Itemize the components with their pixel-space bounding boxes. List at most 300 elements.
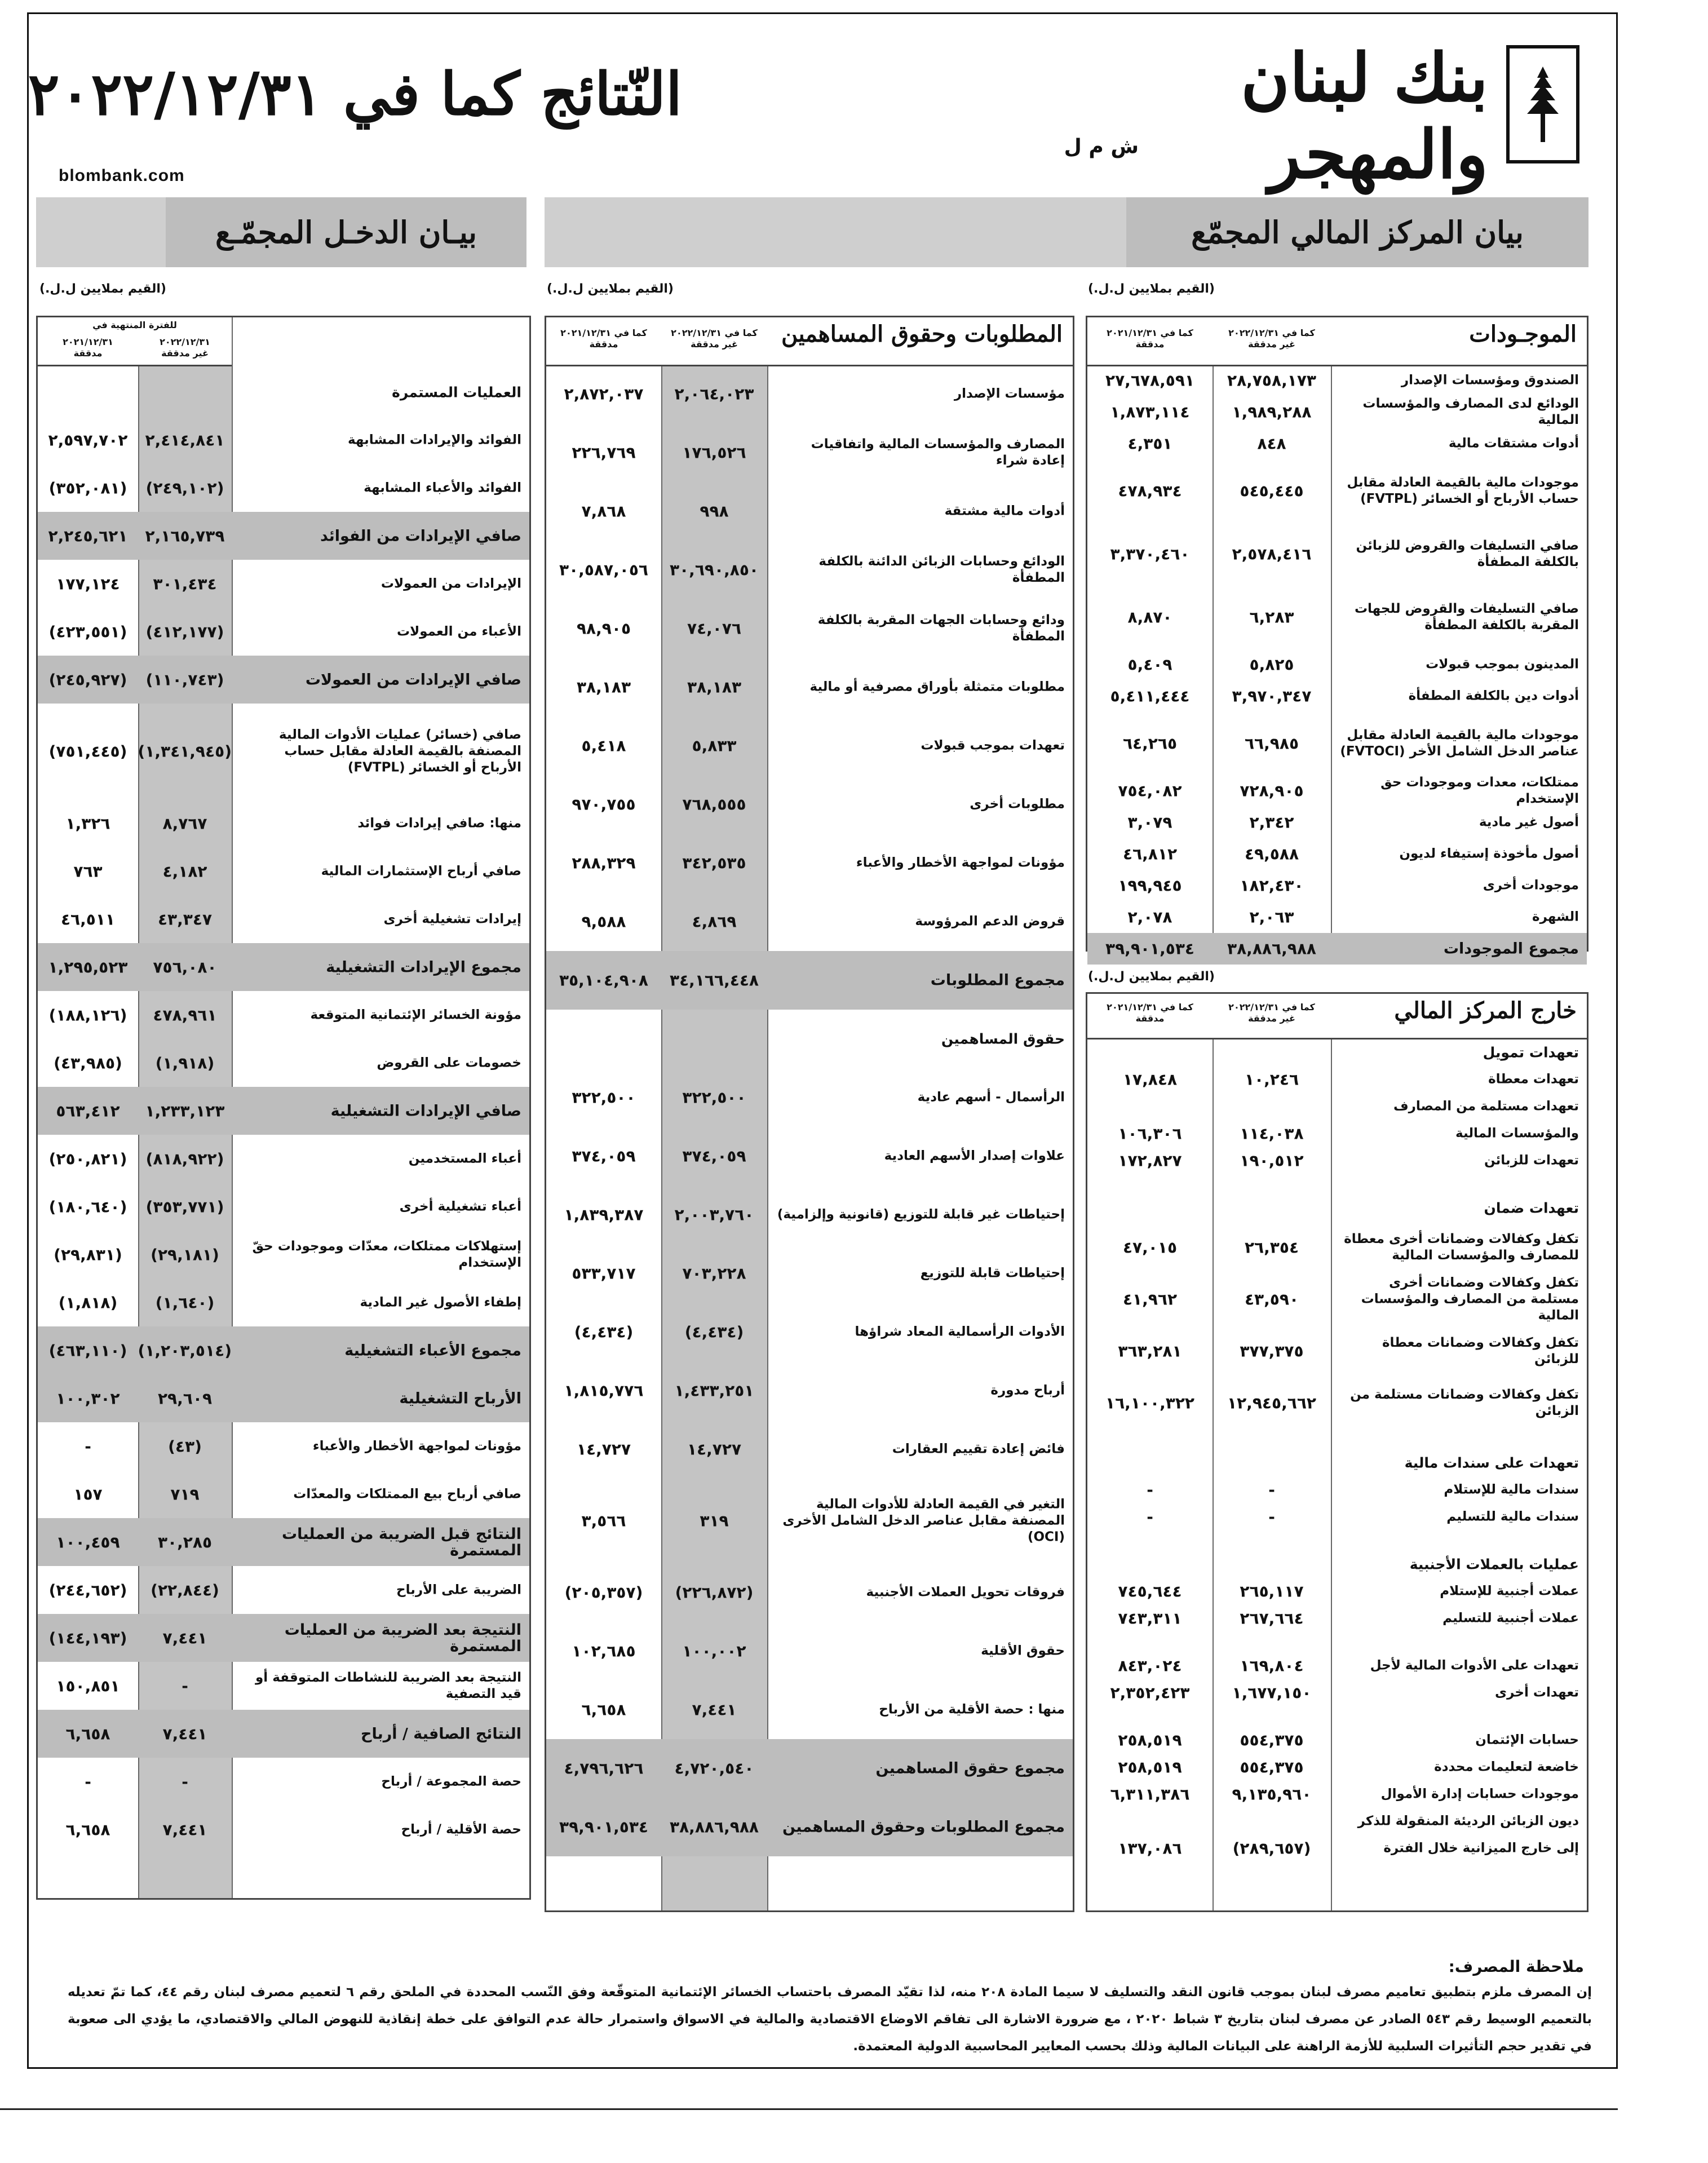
table-row (1087, 680, 1587, 712)
row-label: أعباء المستخدمين (408, 1151, 521, 1166)
row-label: مطلوبات أخرى (970, 797, 1065, 812)
table-row (546, 365, 1073, 423)
value-2022: ٧,٤٤١ (162, 1629, 207, 1647)
row-label: أدوات مالية مشتقة (944, 503, 1065, 519)
row-label: الإيرادات من العمولات (380, 576, 521, 591)
table-row (1087, 1195, 1587, 1222)
table-row (1087, 838, 1587, 870)
income-statement-table (36, 316, 531, 1900)
col-2021-status: مدققة (73, 348, 103, 359)
total-row (38, 1614, 529, 1662)
value-2022: (٢٨٩,٦٥٧) (1232, 1839, 1311, 1858)
row-label: الشهرة (1532, 909, 1579, 925)
value-2022: - (1268, 1507, 1275, 1527)
row-label: منها : حصة الأقلية من الأرباح (879, 1702, 1065, 1717)
row-label: أصول مأخوذة إستيفاء لديون (1399, 846, 1579, 861)
value-2022: ٧١٩ (170, 1485, 200, 1503)
value-2022: ١,٦٧٧,١٥٠ (1232, 1683, 1312, 1702)
row-label: الصندوق ومؤسسات الإصدار (1401, 373, 1579, 388)
total-row (38, 1326, 529, 1374)
bank-name (1139, 39, 1488, 193)
value-2022: ٨٤٨ (1257, 434, 1286, 453)
row-label: أصول غير مادية (1479, 815, 1579, 830)
row-label: سندات مالية للإستلام (1444, 1482, 1579, 1497)
value-2022: ٩,١٣٥,٩٦٠ (1232, 1785, 1312, 1804)
col-2022-date: كما في ٢٠٢٢/١٢/٣١ (1228, 1002, 1315, 1012)
value-2021: ٢٨٨,٣٢٩ (572, 853, 636, 873)
value-2022: ١,٢٣٣,١٢٣ (145, 1102, 225, 1120)
income-column-header (38, 317, 232, 366)
value-2021: ٦,٦٥٨ (65, 1724, 110, 1743)
row-label: تعهدات على الأدوات المالية لأجل (1370, 1658, 1579, 1673)
value-2021: ٨٤٣,٠٢٤ (1118, 1656, 1182, 1675)
value-2022: ١,٤٣٣,٢٥١ (674, 1381, 754, 1400)
table-row (1087, 1377, 1587, 1429)
row-label: النتيجة بعد الضريبة من العمليات المستمرة (284, 1621, 521, 1655)
cedar-tree-icon (1520, 62, 1565, 147)
value-2021: ١٤,٧٢٧ (576, 1440, 631, 1459)
row-label: أعباء تشغيلية أخرى (399, 1199, 521, 1214)
value-2021: ١,٢٩٥,٥٢٣ (48, 958, 128, 976)
value-2022: ٤٩,٥٨٨ (1244, 844, 1299, 864)
website-link[interactable]: blombank.com (59, 166, 185, 185)
table-row (38, 1183, 529, 1231)
value-2021: ٣٢٢,٥٠٠ (572, 1088, 636, 1107)
row-label: الرأسمال - أسهم عادية (917, 1090, 1065, 1105)
row-label: منها: صافي إيرادات فوائد (357, 816, 521, 830)
table-row (546, 599, 1073, 658)
row-label: النتائج قبل الضريبة من العمليات المستمرة (282, 1525, 521, 1559)
value-2022: ٣١٩ (700, 1511, 729, 1531)
assets-header (1087, 317, 1587, 366)
row-label: صافي التسليفات والقروض للجهات المقربة بالكلفة المطفأة (1354, 601, 1579, 632)
col-2022-header (1213, 328, 1331, 350)
value-2021: ٧٦٣ (73, 862, 103, 881)
row-label: عملات أجنبية للتسليم (1442, 1611, 1579, 1626)
table-row (546, 1127, 1073, 1186)
total-row (38, 656, 529, 704)
table-row (38, 560, 529, 608)
row-label: مجموع الأعباء التشغيلية (344, 1342, 521, 1359)
value-2021: ٧,٨٦٨ (581, 502, 626, 521)
value-2022: ٢,٠٠٣,٧٦٠ (674, 1205, 754, 1224)
col-2022-date: كما في ٢٠٢٢/١٢/٣١ (1228, 328, 1315, 338)
col-2021-status: مدققة (1135, 339, 1165, 350)
table-row (1087, 1551, 1587, 1578)
value-2022: ٢,٥٧٨,٤١٦ (1232, 545, 1312, 564)
value-2022: ١٧٦,٥٢٦ (682, 443, 746, 462)
total-row (546, 1798, 1073, 1856)
table-row (1087, 649, 1587, 680)
table-row (38, 847, 529, 895)
row-label: تعهدات ضمان (1484, 1200, 1579, 1217)
row-label: تعهدات مستلمة من المصارف (1393, 1099, 1579, 1114)
row-label: مجموع الإيرادات التشغيلية (326, 958, 521, 976)
value-2021: ٤,٣٥١ (1127, 434, 1172, 453)
table-row (1087, 1808, 1587, 1835)
row-label: موجودات أخرى (1483, 878, 1579, 893)
col-2021-status: مدققة (589, 339, 618, 350)
value-2022: ٤٧٨,٩٦١ (153, 1006, 217, 1024)
row-label: سندات مالية للتسليم (1446, 1509, 1579, 1524)
row-label: تكفل وكفالات وضمانات أخرى معطاة للمصارف والمؤسسات المالية (1344, 1232, 1579, 1263)
value-2021: ٤٦,٨١٢ (1122, 844, 1178, 864)
row-label: فائض إعادة تقييم العقارات (892, 1441, 1065, 1457)
value-2022: ١,٩٨٩,٢٨٨ (1232, 402, 1312, 422)
value-2021: ٦,٦٥٨ (65, 1820, 110, 1839)
col-2022-date: ٢٠٢٢/١٢/٣١ (160, 337, 210, 347)
value-2021: (٢٩,٨٣١) (54, 1245, 122, 1264)
value-2022: ٨,٧٦٧ (162, 814, 207, 833)
row-label: مؤونات لمواجهة الأخطار والأعباء (856, 855, 1065, 870)
total-row (546, 951, 1073, 1010)
value-2021: ٣٥,١٠٤,٩٠٨ (559, 971, 648, 990)
value-2022: ٢,٠٦٣ (1249, 908, 1294, 927)
table-row (1087, 775, 1587, 807)
value-2021: ٣٠,٥٨٧,٠٥٦ (559, 560, 648, 580)
table-row (38, 991, 529, 1039)
value-2021: ٩٨,٩٠٥ (576, 619, 631, 638)
col-2021-header (1087, 328, 1213, 350)
col-2022-header (1213, 1002, 1331, 1024)
row-label: تكفل وكفالات وضمانات معطاة للزبائن (1382, 1335, 1579, 1366)
offbalance-header (1087, 994, 1587, 1040)
table-row (38, 416, 529, 464)
liabilities-equity-table (545, 316, 1074, 1912)
table-row (38, 1470, 529, 1518)
value-2021: ٤,٧٩٦,٦٢٦ (564, 1759, 644, 1778)
value-2021: (١٨٨,١٢٦) (48, 1006, 127, 1024)
value-2022: ٣٤,١٦٦,٤٤٨ (670, 971, 759, 990)
value-2022: (١,٩١٨) (155, 1054, 215, 1072)
row-label: حصة الأقلية / أرباح (401, 1822, 521, 1837)
row-label: تعهدات تمويل (1483, 1044, 1579, 1061)
row-label: صافي الإيرادات من الفوائد (320, 527, 521, 545)
value-2022: ٦٦,٩٨٥ (1244, 734, 1299, 753)
table-row (1087, 1578, 1587, 1605)
table-row (38, 1806, 529, 1854)
bank-note-title: ملاحظة المصرف: (1448, 1957, 1584, 1976)
value-2021: ٤٧٨,٩٣٤ (1118, 481, 1182, 501)
value-2022: ٣٠,٦٩٠,٨٥٠ (670, 560, 759, 580)
row-label: موجودات مالية بالقيمة العادلة مقابل حساب الأرباح أو الخسائر (FVTPL) (1347, 475, 1579, 506)
value-2021: ٣٩,٩٠١,٥٣٤ (559, 1817, 648, 1837)
row-label: خاضعة لتعليمات محددة (1434, 1759, 1579, 1775)
value-2021: ١,٣٢٦ (65, 814, 110, 833)
row-label: صافي أرباح بيع الممتلكات والمعدّات (293, 1487, 521, 1501)
value-2021: ٢٥٨,٥١٩ (1118, 1731, 1182, 1750)
value-2022: ٧٢٨,٩٠٥ (1240, 781, 1304, 800)
value-2021: (٤٢٣,٥٥١) (48, 622, 127, 641)
value-2021: ٩٧٠,٧٥٥ (572, 795, 636, 814)
row-label: إستهلاكات ممتلكات، معدّات وموجودات حقّ الإستخدام (252, 1238, 521, 1270)
row-label: الفوائد والأعباء المشابهة (364, 480, 521, 495)
row-label: خصومات على القروض (377, 1055, 521, 1070)
table-row (546, 1244, 1073, 1303)
col-2022-status: غير مدققة (691, 339, 738, 350)
row-label: حقوق الأقلية (981, 1643, 1065, 1658)
table-row (1087, 1679, 1587, 1706)
table-row (546, 1186, 1073, 1244)
value-2022: (٤١٢,١٧٧) (145, 622, 224, 641)
row-label: أرباح مدورة (990, 1383, 1065, 1398)
row-label: الأرباح التشغيلية (399, 1390, 521, 1407)
value-2022: ١٩٠,٥١٢ (1240, 1151, 1304, 1170)
row-label: مؤونة الخسائر الإئتمانية المتوقعة (310, 1007, 521, 1022)
total-row (38, 512, 529, 560)
value-2022: ٣٠,٢٨٥ (157, 1533, 213, 1551)
value-2022: (١,٢٠٣,٥١٤) (138, 1341, 232, 1360)
value-2021: (٤٦٣,١١٠) (48, 1341, 127, 1360)
table-row (546, 1010, 1073, 1068)
bank-note-text: إن المصرف ملزم بتطبيق تعاميم مصرف لبنان بموجب قانون النقد والتسليف لا سيما المادة ٢٠٨ منه، لذا تقيّد المصرف باحتساب الخسائر الإئتمانية المتوقّعة وفق النّسب المحددة في الملحق رقم ٦ لتعميم مصرف لبنان رقم ٤٤، كما تمّ تعديله بالتعميم الوسيط رقم ٥٤٣ الصادر عن مصرف لبنان بتاريخ ٣ شباط ٢٠٢٠ ، مع ضرورة الاشارة الى تفاقم الاوضاع الاقتصادية والمالية في الاسواق واستمرار حالة عدم التوافق على خطة إنقاذية للنهوض المالي والاقتصادي، ما يؤدي الى صعوبة في تقدير حجم التأثيرات السلبية للأزمة الراهنة على البيانات المالية وذلك بحسب المعايير المحاسبية الدولية المعتمدة. (68, 1985, 1592, 2054)
col-2021-header (1087, 1002, 1213, 1024)
row-label: مؤونات لمواجهة الأخطار والأعباء (312, 1439, 521, 1453)
value-2021: ٦,٣١١,٣٨٦ (1110, 1785, 1190, 1804)
row-label: أدوات دين بالكلفة المطفأة (1408, 688, 1579, 704)
table-row (1087, 1531, 1587, 1551)
row-label: تكفل وكفالات وضمانات مستلمة من الزبائن (1350, 1387, 1579, 1418)
value-2021: - (1147, 1507, 1153, 1527)
table-row (546, 1479, 1073, 1563)
row-label: الضريبة على الأرباح (396, 1582, 521, 1597)
col-2022-header (661, 328, 767, 350)
table-row (38, 1758, 529, 1806)
value-2022: ٤,٨٦٩ (692, 912, 737, 931)
row-label: أدوات مشتقات مالية (1448, 436, 1579, 451)
table-row (1087, 1727, 1587, 1754)
assets-table (1086, 316, 1588, 958)
value-2021: ٧٤٥,٦٤٤ (1118, 1582, 1182, 1601)
value-2022: ٤٣,٥٩٠ (1244, 1290, 1299, 1309)
total-row (38, 1374, 529, 1422)
row-label: النتائج الصافية / أرباح (361, 1725, 521, 1742)
table-row (1087, 712, 1587, 775)
row-label: تعهدات أخرى (1495, 1685, 1579, 1700)
table-row (1087, 1706, 1587, 1727)
value-2022: ٢٦٥,١١٧ (1240, 1582, 1304, 1601)
value-2021: ٩,٥٨٨ (581, 912, 626, 931)
row-label: مجموع الموجودات (1443, 940, 1579, 958)
row-label: الأعباء من العمولات (396, 624, 521, 639)
value-2022: ٦,٢٨٣ (1249, 608, 1294, 627)
row-label: الودائع لدى المصارف والمؤسسات المالية (1362, 396, 1579, 427)
total-row (38, 1710, 529, 1758)
table-row (1087, 807, 1587, 838)
assets-title: الموجـودات (1469, 321, 1577, 347)
value-2021: ٤٧,٠١٥ (1122, 1238, 1178, 1257)
value-2021: ٤١,٩٦٢ (1122, 1290, 1178, 1309)
row-label: الودائع وحسابات الزبائن الدائنة بالكلفة المطفأة (818, 554, 1065, 585)
value-2022: ١٠٠,٠٠٢ (682, 1642, 746, 1661)
row-label: صافي التسليفات والقروض للزبائن بالكلفة المطفأة (1356, 538, 1579, 569)
assets-units-label: (القيم بملايين ل.ل.) (1088, 282, 1215, 296)
row-label: الفوائد والإيرادات المشابهة (348, 432, 521, 447)
table-row (38, 1422, 529, 1470)
value-2022: ٧,٤٤١ (692, 1700, 737, 1719)
value-2021: ١٠٢,٦٨٥ (572, 1642, 636, 1661)
value-2022: ٣٨,٨٨٦,٩٨٨ (1227, 939, 1316, 958)
table-row (1087, 1147, 1587, 1174)
table-row (546, 1303, 1073, 1361)
value-2022: (١,٣٤١,٩٤٥) (138, 742, 232, 761)
value-2022: ٥٥٤,٣٧٥ (1240, 1758, 1304, 1777)
table-row (1087, 901, 1587, 933)
total-row (38, 943, 529, 991)
table-row (38, 1231, 529, 1279)
row-label: تعهدات على سندات مالية (1404, 1454, 1579, 1471)
col-2021-date: كما في ٢٠٢١/١٢/٣١ (1107, 328, 1193, 338)
value-2021: ١,٨١٥,٧٧٦ (564, 1381, 644, 1400)
table-row (1087, 1632, 1587, 1652)
value-2022: (٨١٨,٩٢٢) (145, 1149, 224, 1168)
table-row (546, 482, 1073, 541)
period-label: للفترة المنتهية في (92, 320, 177, 330)
value-2021: ٣,٠٧٩ (1127, 813, 1172, 832)
income-units-label: (القيم بملايين ل.ل.) (39, 282, 166, 296)
row-label: التغير في القيمة العادلة للأدوات المالية المصنفة مقابل عناصر الدخل الشامل الأخرى (OCI) (782, 1497, 1065, 1545)
total-row (38, 1518, 529, 1566)
value-2021: (٢٠٥,٣٥٧) (564, 1583, 643, 1602)
value-2022: (٢٩,١٨١) (151, 1245, 219, 1264)
value-2021: (١,٨١٨) (58, 1293, 118, 1312)
row-label: المدينون بموجب قبولات (1426, 657, 1579, 672)
total-row (38, 1087, 529, 1135)
row-label: العمليات المستمرة (392, 384, 521, 400)
value-2022: ١٨٢,٤٣٠ (1240, 876, 1304, 895)
col-2022-header (138, 337, 232, 359)
value-2021: ٢٢٦,٧٦٩ (572, 443, 636, 462)
value-2022: (٣٥٣,٧٧١) (145, 1197, 224, 1216)
off-balance-table (1086, 992, 1588, 1912)
value-2022: - (1268, 1480, 1275, 1499)
offbalance-units-label: (القيم بملايين ل.ل.) (1088, 970, 1215, 984)
table-row (38, 464, 529, 512)
col-2021-date: كما في ٢٠٢١/١٢/٣١ (560, 328, 647, 338)
value-2021: ١٧,٨٤٨ (1122, 1070, 1178, 1089)
table-row (1087, 1039, 1587, 1066)
table-row (546, 834, 1073, 892)
table-row (1087, 586, 1587, 649)
row-label: تعهدات معطاة (1488, 1072, 1579, 1087)
position-section-title: بيان المركز المالي المجمّع (1126, 197, 1588, 267)
value-2022: - (182, 1677, 188, 1695)
value-2021: ٣٦٣,٢٨١ (1118, 1342, 1182, 1361)
liabilities-title: المطلوبات وحقوق المساهمين (781, 321, 1063, 347)
bank-legal-suffix: ش م ل (1064, 135, 1139, 158)
value-2022: ٧٠٣,٢٢٨ (682, 1264, 746, 1283)
col-2021-header (38, 337, 138, 359)
value-2021: ١٠٠,٤٥٩ (56, 1533, 120, 1551)
value-2021: ١٩٩,٩٤٥ (1118, 876, 1182, 895)
position-section-bar (545, 197, 1588, 267)
value-2021: ٥,٤١٨ (581, 736, 626, 755)
bank-name-line2: والمهجر (1268, 115, 1488, 193)
row-label: عمليات بالعملات الأجنبية (1409, 1556, 1579, 1573)
row-label: عملات أجنبية للإستلام (1440, 1583, 1579, 1599)
value-2022: ٥٥٤,٣٧٥ (1240, 1731, 1304, 1750)
income-section-title: بيـان الدخـل المجمّـع (166, 197, 526, 267)
row-label: صافي أرباح الإستثمارات المالية (321, 864, 521, 878)
value-2021: ١٠٠,٣٠٢ (56, 1389, 120, 1408)
value-2022: ٤,١٨٢ (162, 862, 207, 881)
table-row (38, 1135, 529, 1183)
value-2022: ١٤,٧٢٧ (687, 1440, 742, 1459)
table-row (1087, 1503, 1587, 1531)
value-2022: (٢٢٦,٨٧٢) (675, 1583, 754, 1602)
value-2022: ٣٠١,٤٣٤ (153, 574, 217, 593)
row-label: والمؤسسات المالية (1455, 1126, 1579, 1141)
value-2021: ٥,٤٠٩ (1127, 655, 1172, 674)
value-2022: (٤,٤٣٤) (684, 1322, 744, 1342)
table-row (546, 1680, 1073, 1739)
table-row (1087, 1174, 1587, 1195)
row-label: مطلوبات متمثلة بأوراق مصرفية أو مالية (809, 679, 1065, 695)
value-2022: ٢,١٦٥,٧٣٩ (145, 527, 225, 545)
col-2021-header (546, 328, 661, 350)
row-label: فروقات تحويل العملات الأجنبية (866, 1585, 1065, 1600)
row-label: إحتياطات قابلة للتوزيع (920, 1266, 1065, 1281)
table-row (1087, 1273, 1587, 1325)
table-row (546, 541, 1073, 599)
row-label: الأدوات الرأسمالية المعاد شراؤها (855, 1324, 1065, 1339)
row-label: ديون الزبائن الرديئة المنقولة للذكر (1357, 1813, 1579, 1829)
value-2021: ٨,٨٧٠ (1127, 608, 1172, 627)
table-row (1087, 1222, 1587, 1273)
value-2022: ٤٣,٣٤٧ (157, 910, 213, 928)
offbalance-title: خارج المركز المالي (1394, 997, 1577, 1024)
table-row (1087, 1325, 1587, 1377)
value-2022: ٧,٤٤١ (162, 1820, 207, 1839)
col-2021-date: ٢٠٢١/١٢/٣١ (63, 337, 113, 347)
row-label: تعهدات للزبائن (1484, 1153, 1579, 1168)
value-2021: ٢,٣٥٢,٤٢٣ (1110, 1683, 1190, 1702)
table-row (546, 716, 1073, 775)
value-2021: (٢٤٤,٦٥٢) (48, 1581, 127, 1599)
row-label: النتيجة بعد الضريبة للنشاطات المتوقفة أو قيد التصفية (255, 1670, 521, 1701)
col-2022-date: كما في ٢٠٢٢/١٢/٣١ (671, 328, 758, 338)
value-2022: ١٠,٢٤٦ (1244, 1070, 1299, 1089)
value-2022: (١,٦٤٠) (155, 1293, 215, 1312)
value-2022: ٧٦٨,٥٥٥ (682, 795, 746, 814)
row-label: إلى خارج الميزانية خلال الفترة (1383, 1841, 1579, 1856)
table-row (1087, 1120, 1587, 1147)
value-2021: ٥٦٣,٤١٢ (56, 1102, 120, 1120)
value-2021: ٣٨,١٨٣ (576, 678, 631, 697)
value-2021: ١٥٠,٨٥١ (56, 1677, 120, 1695)
col-2022-status: غير مدققة (1248, 339, 1295, 350)
row-label: موجودات حسابات إدارة الأموال (1380, 1786, 1579, 1802)
row-label: المصارف والمؤسسات المالية واتفاقيات إعادة شراء (811, 437, 1065, 468)
table-row (1087, 1781, 1587, 1808)
table-row (1087, 1835, 1587, 1862)
table-row (1087, 523, 1587, 586)
results-title: النّتائج كما في ٢٠٢٢/١٢/٣١ (28, 59, 682, 129)
value-2021: (٢٤٥,٩٢٧) (48, 670, 127, 689)
table-row (1087, 365, 1587, 396)
bank-logo (1506, 45, 1579, 163)
value-2022: (٤٣) (168, 1437, 202, 1456)
col-2021-status: مدققة (1135, 1013, 1165, 1024)
table-row (546, 775, 1073, 834)
value-2022: ٩٩٨ (700, 502, 729, 521)
table-row (1087, 1093, 1587, 1120)
row-label: موجودات مالية بالقيمة العادلة مقابل عناصر الدخل الشامل الأخر (FVTOCI) (1340, 728, 1579, 759)
value-2022: ٥,٨٣٣ (692, 736, 737, 755)
row-label: مؤسسات الإصدار (954, 386, 1065, 401)
value-2022: ٢٦٧,٦٦٤ (1240, 1609, 1304, 1628)
row-label: مجموع المطلوبات (930, 971, 1065, 989)
